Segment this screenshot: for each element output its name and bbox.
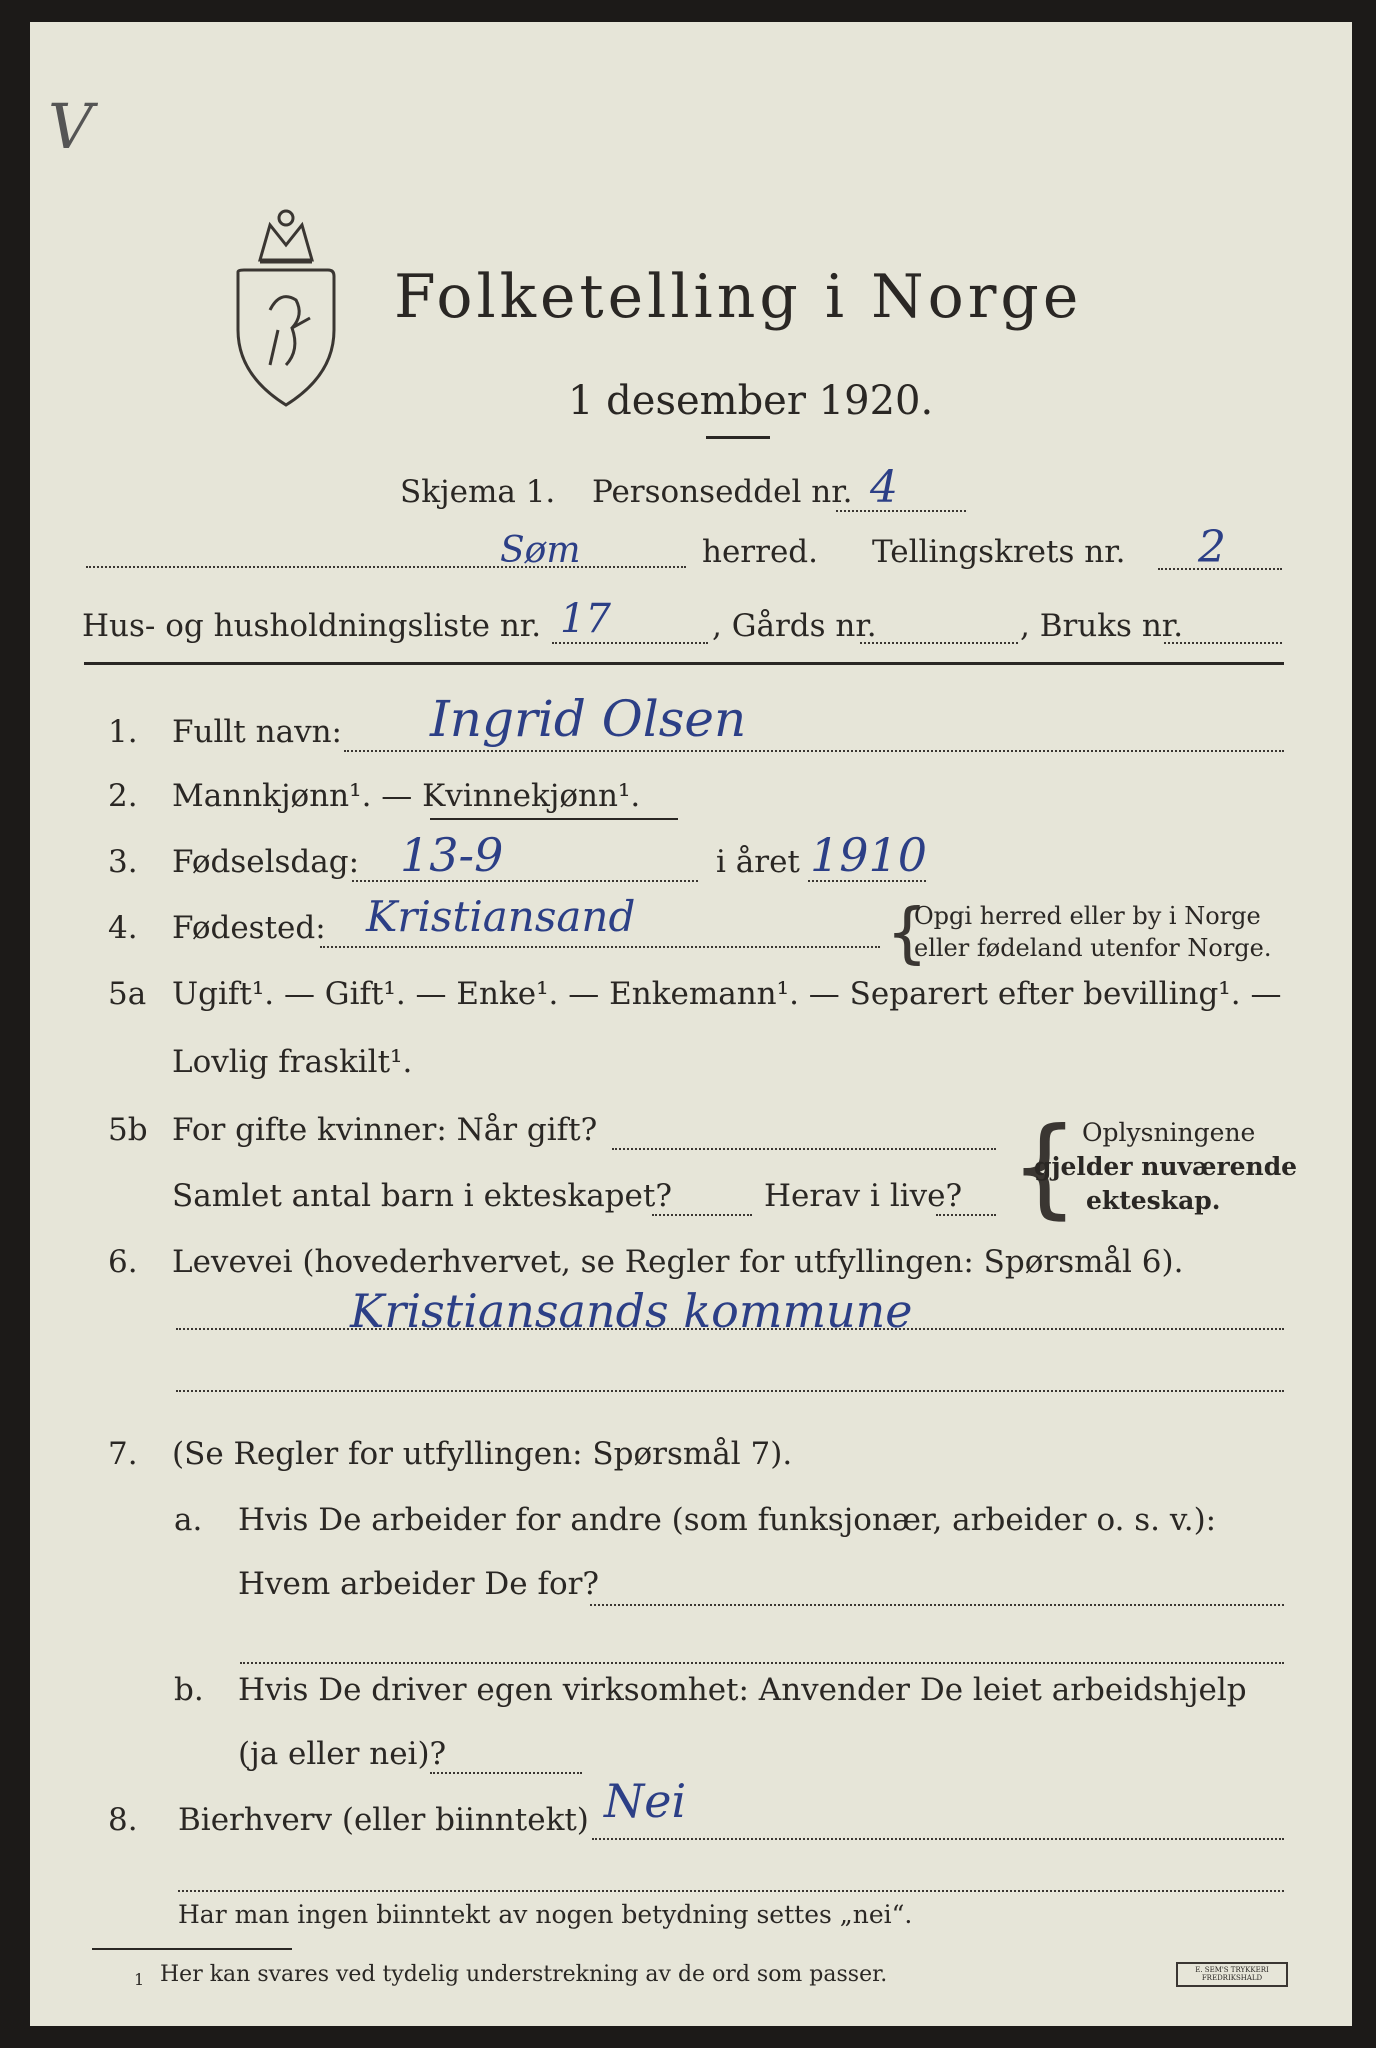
nei-note: Har man ingen biinntekt av nogen betydning settes „nei“. [178, 1900, 913, 1929]
herred-line [86, 566, 686, 568]
q7-number: 7. [108, 1436, 138, 1472]
q8-number: 8. [108, 1802, 138, 1838]
q3-number: 3. [108, 844, 138, 880]
q4-note-1: Opgi herred eller by i Norge [914, 902, 1261, 930]
q5b-alive-label: Herav i live? [764, 1178, 963, 1214]
q3-label: Fødselsdag: [172, 844, 360, 880]
q4-brace: { [886, 894, 928, 971]
q7a-letter: a. [174, 1502, 203, 1538]
q6-number: 6. [108, 1244, 138, 1280]
form-date: 1 desember 1920. [568, 378, 934, 424]
q5a-line-2: Lovlig fraskilt¹. [172, 1044, 413, 1080]
q1-number: 1. [108, 714, 138, 750]
q7a-question: Hvem arbeider De for? [238, 1566, 600, 1602]
margin-mark: V [48, 90, 93, 163]
q1-value: Ingrid Olsen [430, 690, 747, 748]
herred-label: herred. [702, 534, 818, 570]
q8-line-1 [592, 1838, 1284, 1840]
tellingskrets-label: Tellingskrets nr. [872, 534, 1126, 570]
skjema-label: Skjema 1. [400, 474, 556, 510]
q8-value: Nei [604, 1774, 687, 1828]
census-form [30, 22, 1352, 2026]
personseddel-value: 4 [870, 462, 898, 513]
q6-line-2 [176, 1390, 1284, 1392]
q5b-note-1: Oplysningene [1082, 1118, 1256, 1147]
footnote-rule [92, 1948, 292, 1950]
q2-number: 2. [108, 778, 138, 814]
q5b-line-1: For gifte kvinner: Når gift? [172, 1112, 598, 1148]
q1-line [344, 750, 1284, 752]
q7a-line-2 [240, 1662, 1284, 1664]
hus-line [552, 642, 708, 644]
hus-label: Hus- og husholdningsliste nr. [82, 608, 542, 644]
herred-value: Søm [500, 530, 581, 571]
personseddel-line [836, 510, 966, 512]
q1-label: Fullt navn: [172, 714, 342, 750]
q3-year-value: 1910 [810, 828, 928, 882]
q3-year-label: i året [716, 844, 800, 880]
q5b-note-3: ekteskap. [1086, 1186, 1221, 1215]
q4-label: Fødested: [172, 910, 326, 946]
q2-underline [430, 818, 678, 820]
title-divider [706, 436, 770, 439]
q5b-alive-line [936, 1214, 996, 1216]
q6-line-1 [176, 1328, 1284, 1330]
printer-stamp: E. SEM'S TRYKKERI FREDRIKSHALD [1176, 1962, 1288, 1987]
q7b-letter: b. [174, 1672, 204, 1708]
q5b-children-label: Samlet antal barn i ekteskapet? [172, 1178, 672, 1214]
q6-text: Levevei (hovederhvervet, se Regler for utfyllingen: Spørsmål 6). [172, 1244, 1184, 1280]
q5b-note-2: gjelder nuværende [1034, 1152, 1298, 1181]
bruks-line [1164, 642, 1282, 644]
footnote-mark: 1 [134, 1970, 145, 1989]
q7b-text: Hvis De driver egen virksomhet: Anvender De leiet arbeidshjelp [238, 1672, 1247, 1708]
q6-value: Kristiansands kommune [350, 1284, 913, 1338]
footnote-text: Her kan svares ved tydelig understrekning av de ord som passer. [160, 1962, 888, 1987]
q3-value: 13-9 [400, 828, 504, 882]
q7a-text: Hvis De arbeider for andre (som funksjonær, arbeider o. s. v.): [238, 1502, 1217, 1538]
q5b-brace: { [1010, 1105, 1079, 1230]
form-title: Folketelling i Norge [394, 262, 1083, 332]
hus-value: 17 [560, 596, 611, 642]
tellingskrets-value: 2 [1198, 522, 1226, 573]
header-divider [84, 662, 1284, 665]
q7b-line [430, 1772, 582, 1774]
coat-of-arms-icon [230, 200, 342, 410]
q4-value: Kristiansand [366, 892, 636, 941]
q8-label: Bierhverv (eller biinntekt) [178, 1802, 589, 1838]
q4-number: 4. [108, 910, 138, 946]
q5a-number: 5a [108, 976, 147, 1012]
gards-label: , Gårds nr. [712, 608, 877, 644]
q4-line [320, 946, 880, 948]
q5b-number: 5b [108, 1112, 148, 1148]
q7b-question: (ja eller nei)? [238, 1736, 447, 1772]
personseddel-label: Personseddel nr. [592, 474, 853, 510]
q5b-when-line [612, 1148, 996, 1150]
gards-line [860, 642, 1018, 644]
q4-note-2: eller fødeland utenfor Norge. [914, 934, 1272, 962]
q2-text: Mannkjønn¹. — Kvinnekjønn¹. [172, 778, 641, 814]
q8-line-2 [178, 1890, 1284, 1892]
q7-text: (Se Regler for utfyllingen: Spørsmål 7). [172, 1436, 793, 1472]
q7a-line-1 [590, 1604, 1284, 1606]
bruks-label: , Bruks nr. [1020, 608, 1184, 644]
q5b-children-line [652, 1214, 752, 1216]
q5a-line-1: Ugift¹. — Gift¹. — Enke¹. — Enkemann¹. — Separert efter bevilling¹. — [172, 976, 1282, 1012]
